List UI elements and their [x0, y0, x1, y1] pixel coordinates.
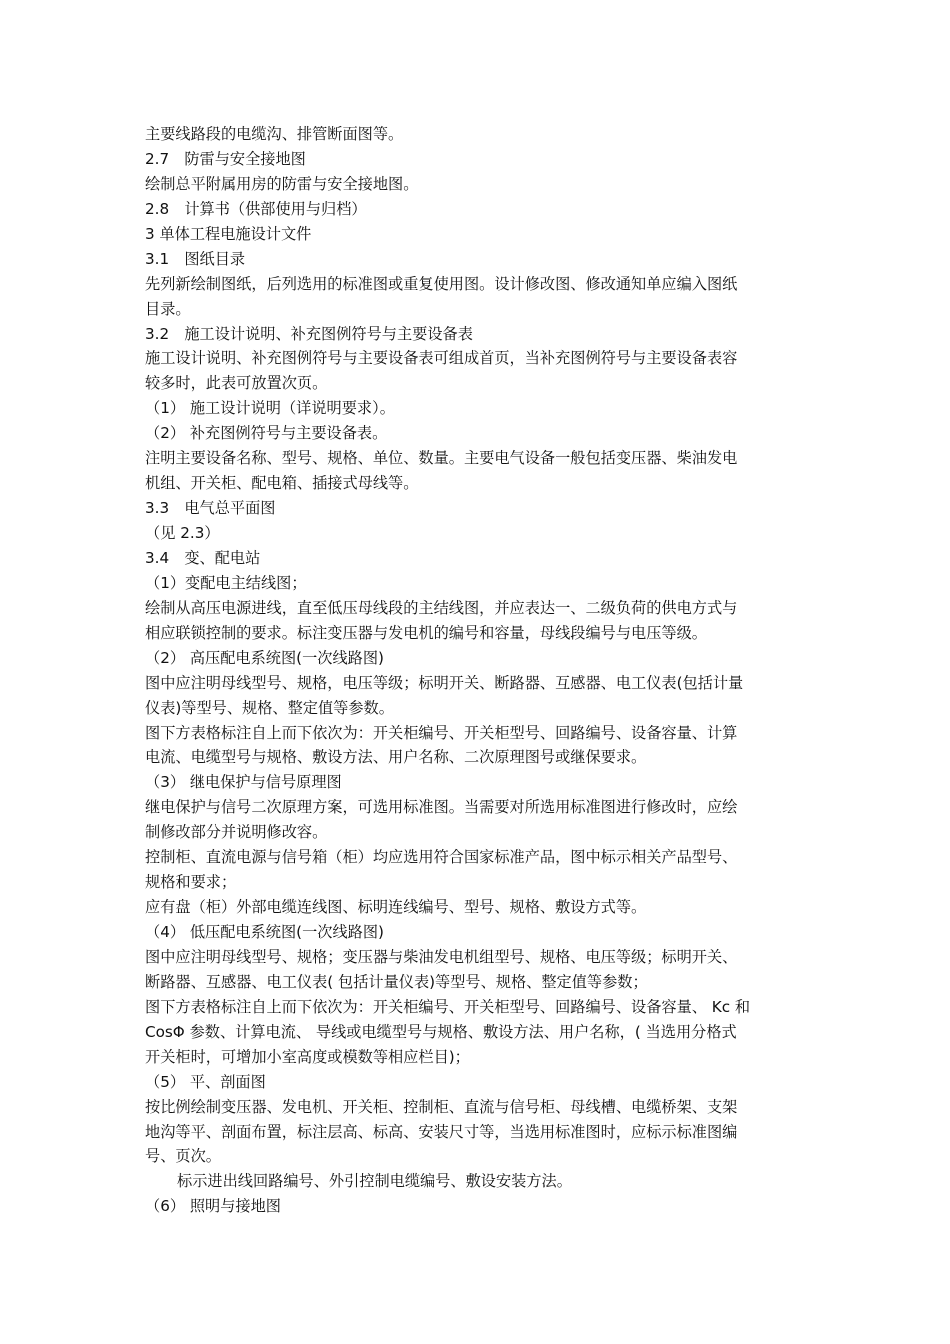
text-line: 绘制从高压电源进线，直至低压母线段的主结线图，并应表达一、二级负荷的供电方式与 [145, 598, 738, 617]
text-line: 地沟等平、剖面布置，标注层高、标高、安装尺寸等，当选用标准图时，应标示标准图编 [145, 1122, 738, 1141]
section-heading: 3.1 图纸目录 [145, 249, 246, 268]
list-item: （5） 平、剖面图 [145, 1072, 266, 1091]
text-line: 图下方表格标注自上而下依次为：开关柜编号、开关柜型号、回路编号、设备容量、计算 [145, 723, 738, 742]
text-line: 目录。 [145, 299, 191, 318]
section-heading: 3.3 电气总平面图 [145, 499, 276, 518]
text-line: 图中应注明母线型号、规格，电压等级；标明开关、断路器、互感器、电工仪表(包括计量 [145, 673, 744, 692]
text-line: 主要线路段的电缆沟、排管断面图等。 [145, 125, 404, 143]
indented-text-line: 标示进出线回路编号、外引控制电缆编号、敷设安装方法。 [177, 1172, 572, 1191]
text-line: 按比例绘制变压器、发电机、开关柜、控制柜、直流与信号柜、母线槽、电缆桥架、支架 [145, 1097, 738, 1116]
list-item: （2） 高压配电系统图(一次线路图) [145, 648, 384, 667]
chapter-heading: 3 单体工程电施设计文件 [145, 224, 312, 243]
text-line: 机组、开关柜、配电箱、插接式母线等。 [145, 474, 419, 493]
text-line: 规格和要求； [145, 873, 237, 892]
list-item: （4） 低压配电系统图(一次线路图) [145, 923, 384, 941]
list-item: （1）变配电主结线图； [145, 573, 307, 592]
text-line: （见 2.3） [145, 524, 220, 542]
section-heading: 3.2 施工设计说明、补充图例符号与主要设备表 [145, 324, 473, 343]
text-line: 仪表)等型号、规格、整定值等参数。 [145, 698, 394, 717]
text-line: 开关柜时，可增加小室高度或模数等相应栏目)； [145, 1047, 470, 1066]
list-item: （6） 照明与接地图 [145, 1197, 281, 1216]
text-line: 断路器、互感器、电工仪表( 包括计量仪表)等型号、规格、整定值等参数； [145, 972, 648, 991]
text-line: 控制柜、直流电源与信号箱（柜）均应选用符合国家标准产品，图中标示相关产品型号、 [145, 848, 738, 867]
text-line: 应有盘（柜）外部电缆连线图、标明连线编号、型号、规格、敷设方式等。 [145, 898, 647, 917]
text-line: 号、页次。 [145, 1147, 221, 1166]
list-item: （2） 补充图例符号与主要设备表。 [145, 424, 388, 443]
text-line: 先列新绘制图纸，后列选用的标准图或重复使用图。设计修改图、修改通知单应编入图纸 [145, 274, 738, 293]
list-item: （1） 施工设计说明（详说明要求）。 [145, 399, 395, 418]
section-heading: 3.4 变、配电站 [145, 548, 261, 567]
text-line: 相应联锁控制的要求。标注变压器与发电机的编号和容量，母线段编号与电压等级。 [145, 623, 707, 642]
text-line: CosΦ 参数、计算电流、 导线或电缆型号与规格、敷设方法、用户名称，( 当选用分格式 [145, 1022, 737, 1041]
text-line: 继电保护与信号二次原理方案，可选用标准图。当需要对所选用标准图进行修改时，应绘 [145, 798, 738, 817]
text-line: 注明主要设备名称、型号、规格、单位、数量。主要电气设备一般包括变压器、柴油发电 [145, 449, 738, 468]
text-line: 绘制总平附属用房的防雷与安全接地图。 [145, 174, 419, 193]
text-line: 图下方表格标注自上而下依次为：开关柜编号、开关柜型号、回路编号、设备容量、 Kc 和 [145, 997, 751, 1016]
text-line: 较多时，此表可放置次页。 [145, 374, 328, 393]
text-line: 施工设计说明、补充图例符号与主要设备表可组成首页，当补充图例符号与主要设备表容 [145, 349, 738, 368]
text-line: 电流、电缆型号与规格、敷设方法、用户名称、二次原理图号或继保要求。 [145, 748, 647, 767]
document-page [145, 122, 810, 1219]
text-line: 图中应注明母线型号、规格；变压器与柴油发电机组型号、规格、电压等级；标明开关、 [145, 947, 738, 966]
section-heading: 2.8 计算书（供部使用与归档） [145, 199, 367, 218]
section-heading: 2.7 防雷与安全接地图 [145, 149, 306, 168]
list-item: （3） 继电保护与信号原理图 [145, 773, 342, 792]
text-line: 制修改部分并说明修改容。 [145, 823, 328, 842]
